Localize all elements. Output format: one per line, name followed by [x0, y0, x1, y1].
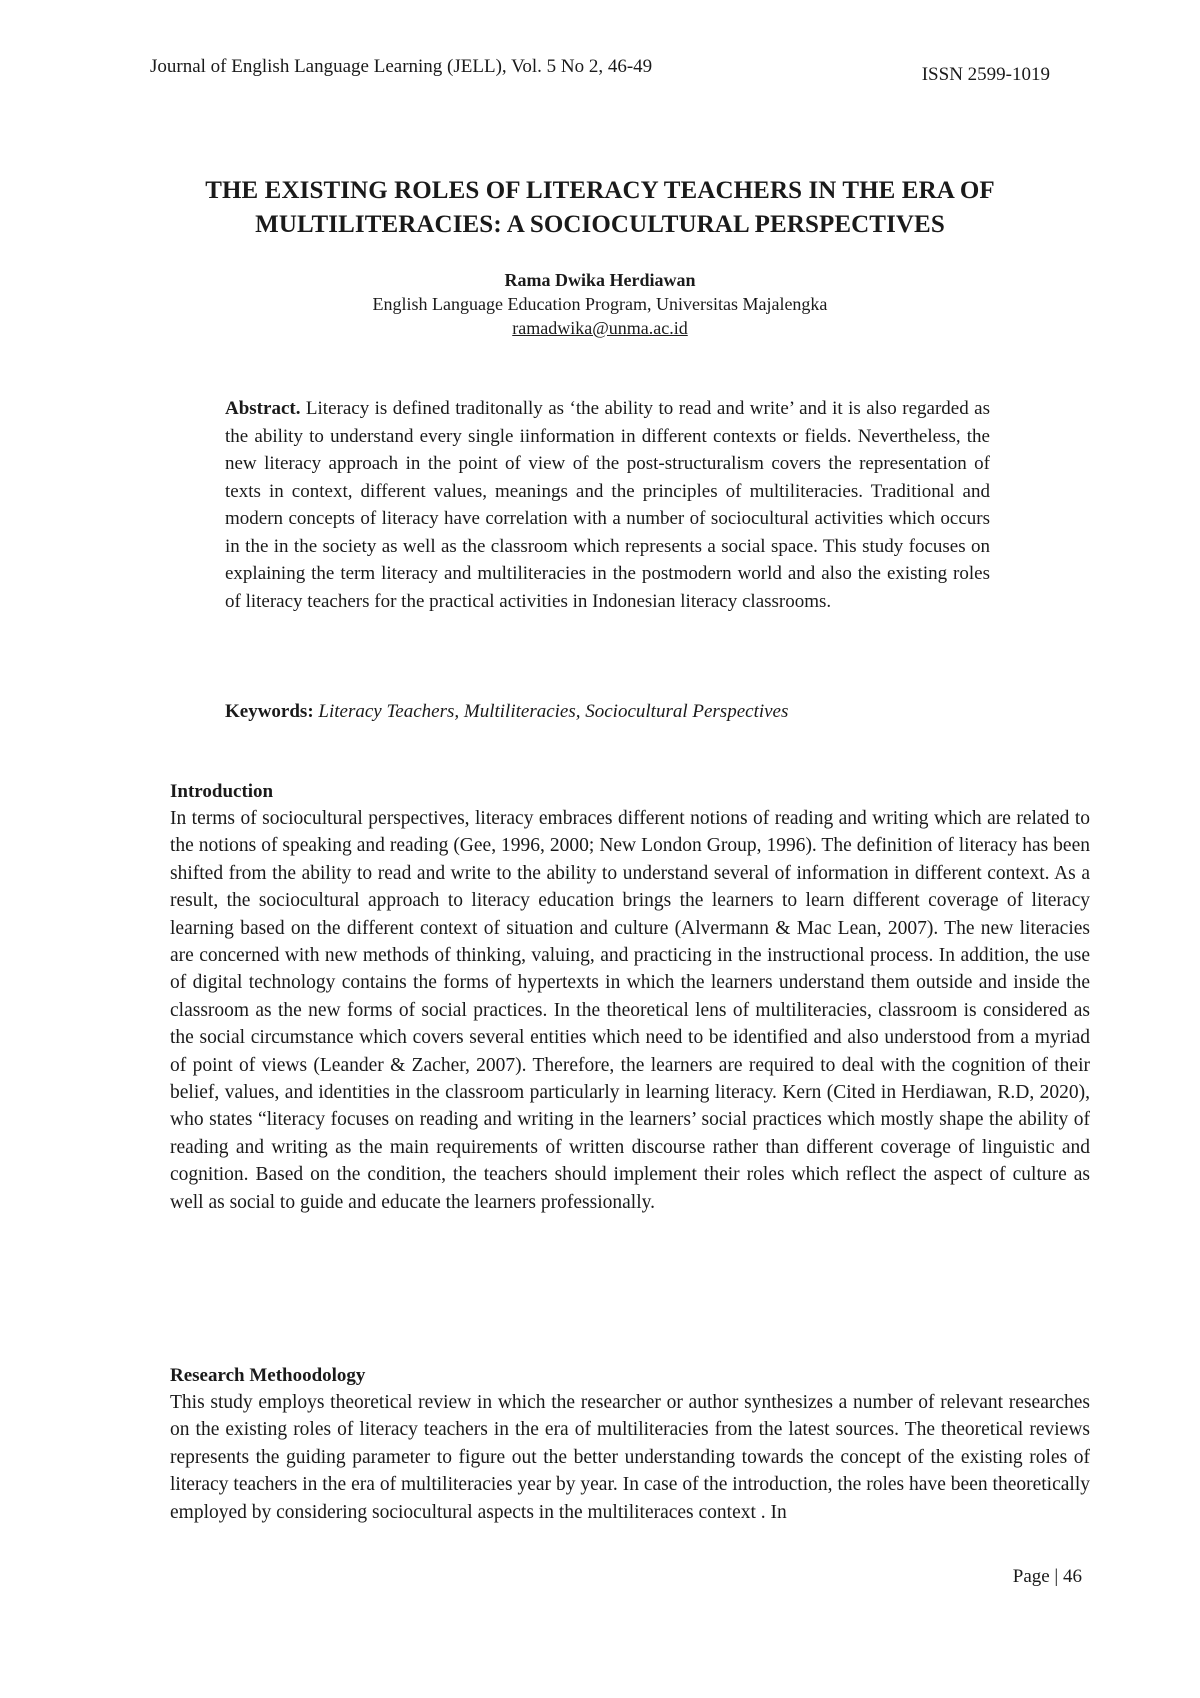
introduction-text: In terms of sociocultural perspectives, literacy embraces different notions of reading and writing which are related to the notions of speaking and reading (Gee, 1996, 2000; New London Group, 1996). The definition of literacy has been shifted from the ability to read and write to the ability to understand several of information in different context. As a result, the sociocultural approach to literacy education brings the learners to learn different coverage of literacy learning based on the different context of situation and culture (Alvermann & Mac Lean, 2007). The new literacies are concerned with new methods of thinking, valuing, and practicing in the instructional process. In addition, the use of digital technology contains the forms of hypertexts in which the learners understand them outside and inside the classroom as the new forms of social practices. In the theoretical lens of multiliteracies, classroom is considered as the social circumstance which covers several entities which need to be identified and also understood from a myriad of point of views (Leander & Zacher, 2007). Therefore, the learners are required to deal with the cognition of their belief, values, and identities in the classroom particularly in learning literacy. Kern (Cited in Herdiawan, R.D, 2020), who states “literacy focuses on reading and writing in the learners’ social practices which mostly shape the ability of reading and writing as the main requirements of written discourse rather than different coverage of linguistic and cognition. Based on the condition, the teachers should implement their roles which reflect the aspect of culture as well as social to guide and educate the learners professionally. — [170, 808, 1090, 1213]
abstract — [225, 395, 990, 615]
abstract-text: Literacy is defined traditonally as ‘the ability to read and write’ and it is also regarded as the ability to understand every single iinformation in different contexts or fields. Nevertheless, the new literacy approach in the point of view of the post-structuralism covers the representation of texts in context, different values, meanings and the principles of multiliteracies. Traditional and modern concepts of literacy have correlation with a number of sociocultural activities which occurs in the in the society as well as the classroom which represents a social space. This study focuses on explaining the term literacy and multiliteracies in the postmodern world and also the existing roles of literacy teachers for the practical activities in Indonesian literacy classrooms. — [225, 398, 990, 612]
title-line-1: THE EXISTING ROLES OF LITERACY TEACHERS IN THE ERA OF — [205, 177, 995, 204]
page-number: Page | 46 — [1012, 1566, 1082, 1587]
author-email-link[interactable]: ramadwika@unma.ac.id — [512, 318, 688, 338]
issn-label: ISSN 2599-1019 — [921, 64, 1050, 85]
methodology-heading: Research Methoodology — [170, 1365, 366, 1386]
title-line-2: MULTILITERACIES: A SOCIOCULTURAL PERSPECTIVES — [255, 211, 945, 238]
keywords-text: Literacy Teachers, Multiliteracies, Sociocultural Perspectives — [318, 701, 789, 722]
methodology-section — [170, 1363, 1090, 1526]
journal-header: Journal of English Language Learning (JELL), Vol. 5 No 2, 46-49 — [150, 56, 653, 77]
abstract-label: Abstract. — [225, 398, 301, 419]
author-name: Rama Dwika Herdiawan — [504, 270, 696, 290]
keywords — [225, 698, 990, 725]
keywords-label: Keywords: — [225, 701, 314, 722]
author-block — [150, 268, 1050, 340]
author-affiliation: English Language Education Program, Universitas Majalengka — [372, 294, 828, 314]
paper-title — [120, 174, 1080, 242]
methodology-text: This study employs theoretical review in which the researcher or author synthesizes a number of relevant researches on the existing roles of literacy teachers in the era of multiliteracies from the latest sources. The theoretical reviews represents the guiding parameter to figure out the better understanding towards the concept of the existing roles of literacy teachers in the era of multiliteracies year by year. In case of the introduction, the roles have been theoretically employed by considering sociocultural aspects in the multiliteraces context . In — [170, 1392, 1090, 1523]
introduction-heading: Introduction — [170, 781, 274, 802]
introduction-section — [170, 779, 1090, 1216]
